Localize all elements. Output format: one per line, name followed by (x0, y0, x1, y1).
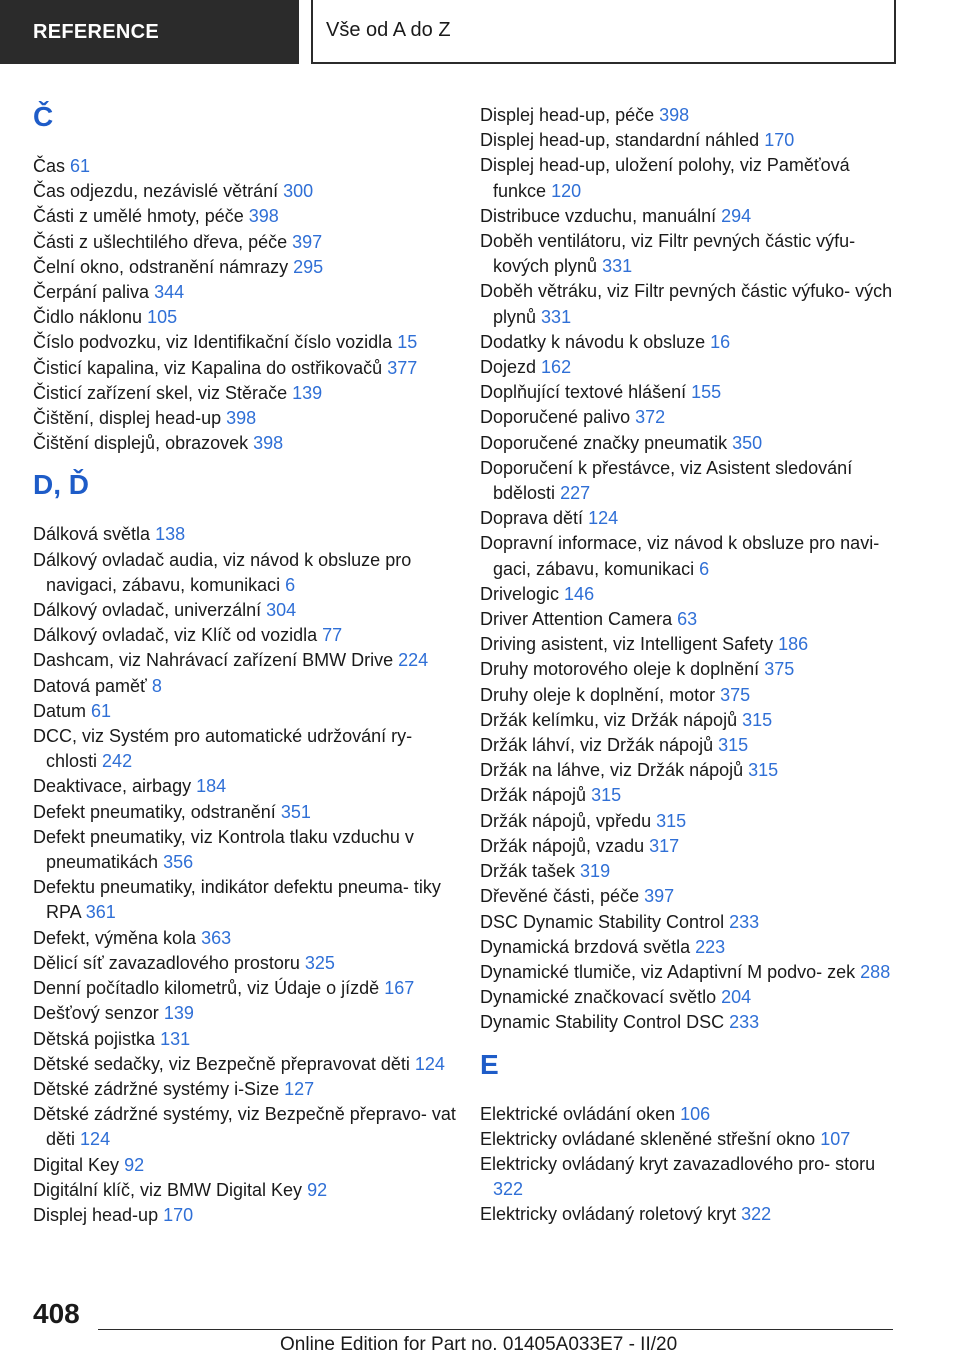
index-entry (480, 380, 900, 405)
index-entry (33, 381, 463, 406)
index-entry (480, 657, 900, 682)
index-entry-text: Displej head-up (33, 1204, 159, 1225)
index-entry-text: Elektricky ovládaný kryt zavazadlového pro- storu (480, 1153, 876, 1174)
index-entry (33, 1203, 463, 1228)
index-entry-text: Dynamické značkovací světlo (480, 987, 717, 1008)
index-entry (480, 859, 900, 884)
index-entry-text: Dětské zádržné systémy, viz Bezpečně přepravo- vat děti (33, 1104, 456, 1150)
page-link[interactable]: 61 (70, 156, 91, 176)
index-entry-text: Držák nápojů, vzadu (480, 835, 645, 856)
page-link[interactable]: 77 (322, 625, 343, 646)
page-link[interactable]: 107 (820, 1128, 851, 1149)
index-entry (33, 204, 463, 229)
page-link[interactable]: 204 (721, 987, 752, 1008)
page-link[interactable]: 139 (163, 1003, 194, 1024)
index-entry (33, 699, 463, 724)
index-entry (480, 1102, 900, 1127)
page-link[interactable]: 63 (677, 609, 698, 630)
page-link[interactable]: 377 (387, 357, 418, 378)
index-entry-list (480, 1102, 900, 1228)
index-entry (480, 607, 900, 632)
index-entry-text: Dynamická brzdová světla (480, 936, 691, 957)
index-entry (33, 1153, 463, 1178)
index-entry-text: Digitální klíč, viz BMW Digital Key (33, 1179, 303, 1200)
index-entry-text: Dřevěné části, péče (480, 886, 640, 907)
index-entry (33, 875, 463, 925)
page-link[interactable]: 233 (729, 911, 760, 932)
index-entry (480, 204, 900, 229)
index-entry (480, 330, 900, 355)
index-entry (33, 255, 463, 280)
page-link[interactable]: 186 (778, 634, 809, 655)
page-link[interactable]: 224 (398, 650, 429, 671)
index-entry (480, 783, 900, 808)
index-column-right (480, 103, 900, 1240)
page-link[interactable]: 372 (635, 407, 666, 428)
index-entry (33, 406, 463, 431)
index-entry (33, 623, 463, 648)
index-entry-text: Driving asistent, viz Intelligent Safety (480, 634, 774, 655)
index-entry (33, 951, 463, 976)
index-entry (33, 431, 463, 456)
index-entry (33, 976, 463, 1001)
index-entry-text: Držák nápojů (480, 785, 587, 806)
index-entry-text: Displej head-up, uložení polohy, viz Paměťová funkce (480, 155, 850, 201)
index-entry (480, 506, 900, 531)
index-entry-text: Dodatky k návodu k obsluze (480, 331, 706, 352)
index-entry-text: Držák kelímku, viz Držák nápojů (480, 709, 738, 730)
index-entry-text: Doporučené značky pneumatik (480, 432, 728, 453)
index-entry (33, 800, 463, 825)
page-link[interactable]: 325 (304, 952, 335, 973)
index-entry (33, 724, 463, 774)
index-entry (480, 910, 900, 935)
index-entry (480, 935, 900, 960)
section-tab: REFERENCE (0, 0, 299, 64)
index-entry-text: Doprava dětí (480, 508, 584, 529)
index-entry (33, 548, 463, 598)
page-link[interactable]: 139 (292, 382, 323, 403)
page-link[interactable]: 315 (591, 785, 622, 806)
page-link[interactable]: 6 (285, 574, 296, 595)
page-link[interactable]: 295 (293, 256, 324, 277)
index-entry (33, 1027, 463, 1052)
page-link[interactable]: 92 (307, 1179, 328, 1200)
page-link[interactable]: 300 (283, 181, 314, 202)
page-link[interactable]: 331 (602, 256, 633, 277)
index-entry-text: Defekt pneumatiky, viz Kontrola tlaku vzduchu v pneumatikách (33, 826, 414, 873)
index-entry (33, 522, 463, 547)
index-entry-list (33, 522, 463, 1228)
index-entry (480, 733, 900, 758)
page-link[interactable]: 350 (732, 432, 763, 453)
section-letter: E (480, 1048, 499, 1080)
index-entry-text: Čerpání paliva (33, 282, 150, 303)
index-entry (33, 1052, 463, 1077)
index-entry (480, 279, 900, 329)
index-entry (480, 405, 900, 430)
index-entry-text: Čištění displejů, obrazovek (33, 433, 249, 454)
index-entry-text: Elektrické ovládání oken (480, 1103, 676, 1124)
index-entry-text: Části z ušlechtilého dřeva, péče (33, 231, 288, 252)
index-entry (33, 1102, 463, 1152)
page-link[interactable]: 398 (659, 105, 690, 125)
index-entry (480, 708, 900, 733)
index-entry-text: Čas (33, 156, 66, 176)
index-entry (480, 153, 900, 203)
section-letter: D, Ď (33, 469, 89, 501)
page-link[interactable]: 124 (414, 1053, 445, 1074)
index-entry (480, 1202, 900, 1227)
page-link[interactable]: 138 (155, 524, 186, 545)
page-link[interactable]: 146 (564, 583, 595, 604)
index-entry (480, 103, 900, 128)
index-entry-text: Dálkový ovladač, viz Klíč od vozidla (33, 625, 318, 646)
page-link[interactable]: 375 (720, 684, 751, 705)
index-entry (480, 456, 900, 506)
page-number: 408 (33, 1298, 80, 1329)
index-entry-text: Dálkový ovladač audia, viz návod k obsluze pro navigaci, zábavu, komunikaci (33, 549, 412, 595)
index-entry (33, 648, 463, 673)
index-entry-text: Digital Key (33, 1154, 120, 1175)
index-entry-text: Doběh ventilátoru, viz Filtr pevných částic výfu- kových plynů (480, 231, 856, 277)
page-link[interactable]: 397 (292, 231, 323, 252)
index-entry-text: Displej head-up, standardní náhled (480, 130, 760, 151)
index-entry-list (33, 154, 463, 456)
page-link[interactable]: 294 (721, 205, 752, 226)
index-entry (33, 825, 463, 875)
page-link[interactable]: 398 (248, 206, 279, 227)
index-entry-text: Datová paměť (33, 675, 147, 696)
page-link[interactable]: 356 (163, 852, 194, 873)
page-link[interactable]: 315 (742, 709, 773, 730)
index-entry-text: Defekt pneumatiky, odstranění (33, 801, 276, 822)
index-entry-text: Dělicí síť zavazadlového prostoru (33, 952, 300, 973)
page-link[interactable]: 398 (226, 408, 257, 429)
page-header (0, 0, 960, 64)
index-entry-text: Drivelogic (480, 583, 560, 604)
index-entry-text: Elektricky ovládané skleněné střešní okno (480, 1128, 816, 1149)
page-link[interactable]: 6 (699, 558, 710, 579)
page-link[interactable]: 124 (80, 1129, 111, 1150)
page-link[interactable]: 288 (860, 961, 891, 982)
page-link[interactable]: 8 (151, 675, 162, 696)
page-link[interactable]: 397 (644, 886, 675, 907)
index-entry (480, 1010, 900, 1035)
index-entry-text: Defektu pneumatiky, indikátor defektu pneuma- tiky RPA (33, 877, 441, 923)
index-entry-text: Doporučené palivo (480, 407, 631, 428)
page-link[interactable]: 92 (124, 1154, 145, 1175)
page-link[interactable]: 127 (284, 1078, 315, 1099)
page-link[interactable]: 120 (551, 180, 582, 201)
index-entry-text: Denní počítadlo kilometrů, viz Údaje o jízdě (33, 978, 380, 999)
index-entry (33, 926, 463, 951)
index-entry-text: Dopravní informace, viz návod k obsluze pro navi- gaci, zábavu, komunikaci (480, 533, 880, 579)
page-link[interactable]: 15 (397, 332, 418, 353)
index-entry-text: Čidlo náklonu (33, 307, 143, 328)
page-link[interactable]: 227 (560, 483, 591, 504)
index-entry (33, 280, 463, 305)
index-entry-text: Doporučení k přestávce, viz Asistent sledování bdělosti (480, 457, 853, 504)
section-letter: Č (33, 101, 54, 132)
index-entry (480, 809, 900, 834)
page-link[interactable]: 319 (580, 861, 611, 882)
index-entry-text: Čelní okno, odstranění námrazy (33, 256, 289, 277)
page-link[interactable]: 16 (710, 331, 731, 352)
page-link[interactable]: 322 (493, 1179, 524, 1200)
index-entry (480, 431, 900, 456)
index-entry (480, 985, 900, 1010)
page-link[interactable]: 351 (280, 801, 311, 822)
page-link[interactable]: 304 (266, 600, 297, 621)
index-entry (33, 305, 463, 330)
index-entry-text: Čas odjezdu, nezávislé větrání (33, 181, 279, 202)
index-entry-text: Driver Attention Camera (480, 609, 673, 630)
index-entry (480, 1127, 900, 1152)
chapter-title: Vše od A do Z (311, 0, 896, 64)
index-entry-text: Elektricky ovládaný roletový kryt (480, 1204, 737, 1225)
index-entry-text: Čisticí kapalina, viz Kapalina do ostřikovačů (33, 357, 383, 378)
index-entry-text: Defekt, výměna kola (33, 927, 197, 948)
index-entry-text: Dálkový ovladač, univerzální (33, 600, 262, 621)
index-entry (33, 1077, 463, 1102)
page-link[interactable]: 344 (154, 282, 185, 303)
index-entry-text: Druhy motorového oleje k doplnění (480, 659, 760, 680)
page-link[interactable]: 162 (541, 357, 572, 378)
index-entry-text: Dětská pojistka (33, 1028, 156, 1049)
index-entry (33, 674, 463, 699)
index-entry-text: Čištění, displej head-up (33, 408, 222, 429)
index-entry-text: Dynamické tlumiče, viz Adaptivní M podvo- zek (480, 961, 856, 982)
page-link[interactable]: 315 (656, 810, 687, 831)
page-link[interactable]: 331 (541, 306, 572, 327)
page-link[interactable]: 61 (91, 700, 112, 721)
page-link[interactable]: 105 (147, 307, 178, 328)
page-link[interactable]: 155 (691, 382, 722, 403)
index-entry-text: Dojezd (480, 357, 537, 378)
index-entry-text: Dětské zádržné systémy i-Size (33, 1078, 280, 1099)
index-entry (480, 884, 900, 909)
index-entry (33, 154, 463, 179)
page-link[interactable]: 375 (764, 659, 795, 680)
page-link[interactable]: 315 (748, 760, 779, 781)
index-entry-text: Dálková světla (33, 524, 151, 545)
index-entry-text: Držák na láhve, viz Držák nápojů (480, 760, 744, 781)
page-link[interactable]: 398 (253, 433, 284, 454)
index-entry-text: Části z umělé hmoty, péče (33, 206, 244, 227)
index-entry-text: Dětské sedačky, viz Bezpečně přepravovat děti (33, 1053, 410, 1074)
index-entry (480, 128, 900, 153)
page-link[interactable]: 317 (649, 835, 680, 856)
index-entry-text: Displej head-up, péče (480, 105, 655, 125)
page-link[interactable]: 315 (718, 735, 749, 756)
index-entry (33, 356, 463, 381)
index-entry (480, 355, 900, 380)
index-entry-text: Držák tašek (480, 861, 576, 882)
index-entry-text: Držák nápojů, vpředu (480, 810, 652, 831)
page-link[interactable]: 184 (196, 776, 227, 797)
index-entry-text: Deaktivace, airbagy (33, 776, 192, 797)
index-column-left (33, 100, 463, 1240)
index-entry (480, 683, 900, 708)
index-entry (33, 1178, 463, 1203)
page-link[interactable]: 223 (695, 936, 726, 957)
page-link[interactable]: 363 (201, 927, 232, 948)
page-link[interactable]: 170 (764, 130, 795, 151)
page-link[interactable]: 322 (741, 1204, 772, 1225)
index-entry (33, 774, 463, 799)
footer-divider (98, 1329, 893, 1330)
page-link[interactable]: 361 (85, 902, 116, 923)
page-link[interactable]: 124 (588, 508, 619, 529)
index-entry-text: Druhy oleje k doplnění, motor (480, 684, 716, 705)
index-entry (480, 582, 900, 607)
index-entry-text: DSC Dynamic Stability Control (480, 911, 725, 932)
index-entry-text: DCC, viz Systém pro automatické udržování ry- chlosti (33, 726, 413, 772)
index-entry-text: Čisticí zařízení skel, viz Stěrače (33, 382, 288, 403)
index-entry-text: Číslo podvozku, viz Identifikační číslo vozidla (33, 332, 393, 353)
page-link[interactable]: 233 (729, 1012, 760, 1033)
page-link[interactable]: 242 (102, 751, 133, 772)
index-entry (480, 229, 900, 279)
page-link[interactable]: 167 (384, 978, 415, 999)
index-entry (33, 179, 463, 204)
edition-note: Online Edition for Part no. 01405A033E7 - II/20 (280, 1334, 678, 1355)
index-entry (480, 834, 900, 859)
index-entry (480, 531, 900, 581)
index-entry (480, 1152, 900, 1202)
index-entry-list (480, 103, 900, 1036)
index-entry-text: Doplňující textové hlášení (480, 382, 687, 403)
page-link[interactable]: 131 (160, 1028, 191, 1049)
index-entry-text: Doběh větráku, viz Filtr pevných částic výfuko- vých plynů (480, 281, 893, 327)
index-entry-text: Distribuce vzduchu, manuální (480, 205, 717, 226)
index-entry (480, 960, 900, 985)
page-link[interactable]: 170 (163, 1204, 194, 1225)
index-entry (33, 230, 463, 255)
index-entry (480, 758, 900, 783)
index-entry (33, 1001, 463, 1026)
index-entry-text: Dešťový senzor (33, 1003, 159, 1024)
index-entry-text: Držák láhví, viz Držák nápojů (480, 735, 714, 756)
index-entry (33, 330, 463, 355)
index-entry (33, 598, 463, 623)
index-entry-text: Datum (33, 700, 87, 721)
index-entry-text: Dynamic Stability Control DSC (480, 1012, 725, 1033)
page-link[interactable]: 106 (680, 1103, 711, 1124)
index-entry (480, 632, 900, 657)
index-entry-text: Dashcam, viz Nahrávací zařízení BMW Drive (33, 650, 394, 671)
